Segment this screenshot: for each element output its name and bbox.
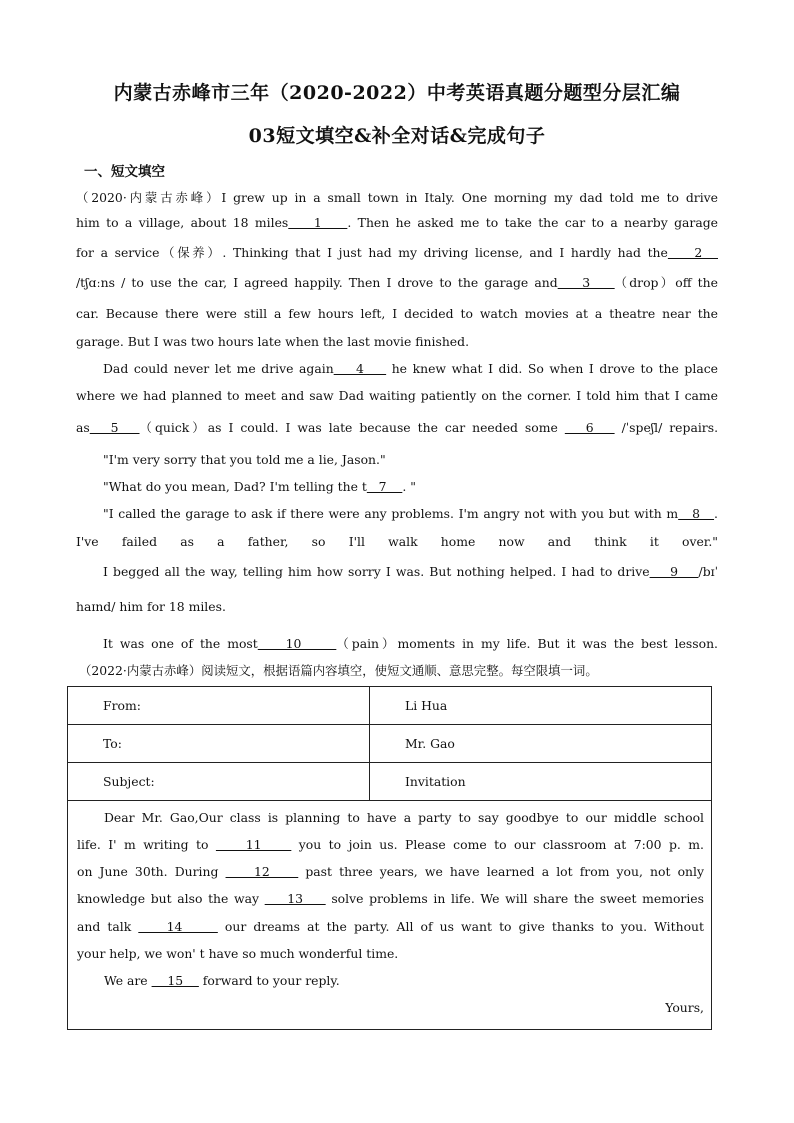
passage-text: . Then he asked me to take the car to a nearby garage: [347, 215, 718, 230]
letter-text: past three years, we have learned a lot from you, not only: [298, 864, 704, 879]
passage-text: It was one of the most: [103, 636, 258, 651]
letter-line-4: [77, 891, 704, 906]
passage-text: （drop）off the: [614, 275, 718, 290]
blank-3[interactable]: 3: [557, 275, 615, 290]
table-row: [68, 725, 712, 763]
letter-line-6: your help, we won' t have so much wonderful time.: [77, 946, 399, 961]
passage-text: "I called the garage to ask if there were any problems. I'm angry not with you but with m: [103, 506, 679, 521]
passage1-line-6: garage. But I was two hours late when the last movie finished.: [76, 334, 470, 349]
letter-closing: Yours,: [665, 1000, 704, 1015]
blank-13[interactable]: 13: [264, 891, 326, 906]
blank-15[interactable]: 15: [151, 973, 199, 988]
passage-text: /tʃɑːns / to use the car, I agreed happily. Then I drove to the garage and: [76, 275, 558, 290]
passage1-line-10: "I'm very sorry that you told me a lie, Jason.": [103, 452, 386, 467]
passage1-line-5: car. Because there were still a few hours left, I decided to watch movies at a theatre near the: [76, 306, 718, 321]
letter-text: you to join us. Please come to our classroom at 7:00 p. m.: [291, 837, 704, 852]
letter-line-5: [77, 919, 704, 934]
passage1-line-11: [76, 479, 718, 494]
passage1-line-4: [76, 273, 718, 291]
passage1-line-12: [76, 506, 718, 521]
from-value: Li Hua: [370, 687, 712, 725]
passage-text: .: [714, 506, 718, 521]
blank-11[interactable]: 11: [215, 837, 292, 852]
letter-text: on June 30th. During: [77, 864, 226, 879]
blank-5[interactable]: 5: [89, 420, 140, 435]
letter-text: and talk: [77, 919, 139, 934]
passage-text: "What do you mean, Dad? I'm telling the t: [103, 479, 367, 494]
document-title: 内蒙古赤峰市三年（2020-2022）中考英语真题分题型分层汇编: [113, 82, 681, 104]
blank-4[interactable]: 4: [333, 361, 387, 376]
passage-text: （pain）moments in my life. But it was the best lesson.: [336, 636, 718, 651]
passage-text: for a service（保养）. Thinking that I just had my driving license, and I hardly had the: [76, 245, 668, 260]
to-label: To:: [68, 725, 370, 763]
email-header-table: [67, 686, 712, 801]
letter-line-7: [77, 973, 704, 988]
subject-label: Subject:: [68, 763, 370, 801]
letter-text: our dreams at the party. All of us want to give thanks to you. Without: [217, 919, 704, 934]
table-row: [68, 687, 712, 725]
letter-line-1: Dear Mr. Gao,Our class is planning to have a party to say goodbye to our middle school: [104, 810, 704, 825]
passage-text: . ": [402, 479, 416, 494]
passage-text: （quick）as I could. I was late because the car needed some: [139, 420, 565, 435]
email-body-box: [67, 800, 712, 1030]
passage1-line-15: haɪnd/ him for 18 miles.: [76, 599, 226, 614]
passage1-line-3: [76, 243, 718, 261]
passage1-line-7: [76, 361, 718, 376]
passage1-line-16: [76, 634, 718, 652]
passage1-line-8: where we had planned to meet and saw Dad waiting patiently on the corner. I told him that I came: [76, 388, 718, 403]
passage-text: as: [76, 420, 90, 435]
passage-text: him to a village, about 18 miles: [76, 215, 289, 230]
passage-text: Dad could never let me drive again: [103, 361, 334, 376]
subject-value: Invitation: [370, 763, 712, 801]
to-value: Mr. Gao: [370, 725, 712, 763]
passage-text: /bɪˈ: [698, 564, 718, 579]
letter-text: forward to your reply.: [198, 973, 340, 988]
blank-12[interactable]: 12: [225, 864, 299, 879]
passage1-line-13: I've failed as a father, so I'll walk home now and think it over.": [76, 534, 718, 549]
passage-text: /ˈspeʃl/ repairs.: [614, 420, 718, 435]
letter-text: life. I' m writing to: [77, 837, 216, 852]
blank-6[interactable]: 6: [564, 420, 615, 435]
passage-text: he knew what I did. So when I drove to the place: [386, 361, 718, 376]
blank-9[interactable]: 9: [649, 564, 699, 579]
blank-10[interactable]: 10: [257, 636, 337, 651]
blank-8[interactable]: 8: [678, 506, 715, 521]
passage1-line-9: [76, 418, 718, 436]
blank-1[interactable]: 1: [288, 215, 348, 230]
letter-text: solve problems in life. We will share the sweet memories: [325, 891, 704, 906]
passage2-intro: （2022·内蒙古赤峰）阅读短文，根据语篇内容填空，使短文通顺、意思完整。每空限填一词。: [79, 663, 598, 678]
blank-7[interactable]: 7: [366, 479, 403, 494]
passage1-line-2: [76, 215, 718, 230]
section-heading: 一、短文填空: [84, 164, 165, 180]
blank-14[interactable]: 14: [138, 919, 218, 934]
passage1-line-1: （2020·内蒙古赤峰）I grew up in a small town in Italy. One morning my dad told me to drive: [76, 190, 718, 205]
passage-text: I begged all the way, telling him how sorry I was. But nothing helped. I had to drive: [103, 564, 650, 579]
letter-line-2: [77, 837, 704, 852]
document-subtitle: 03短文填空&补全对话&完成句子: [248, 125, 546, 147]
letter-text: knowledge but also the way: [77, 891, 265, 906]
blank-2[interactable]: 2: [667, 245, 718, 260]
from-label: From:: [68, 687, 370, 725]
letter-line-3: [77, 864, 704, 879]
passage1-line-14: [76, 564, 718, 579]
table-row: [68, 763, 712, 801]
letter-text: We are: [104, 973, 152, 988]
